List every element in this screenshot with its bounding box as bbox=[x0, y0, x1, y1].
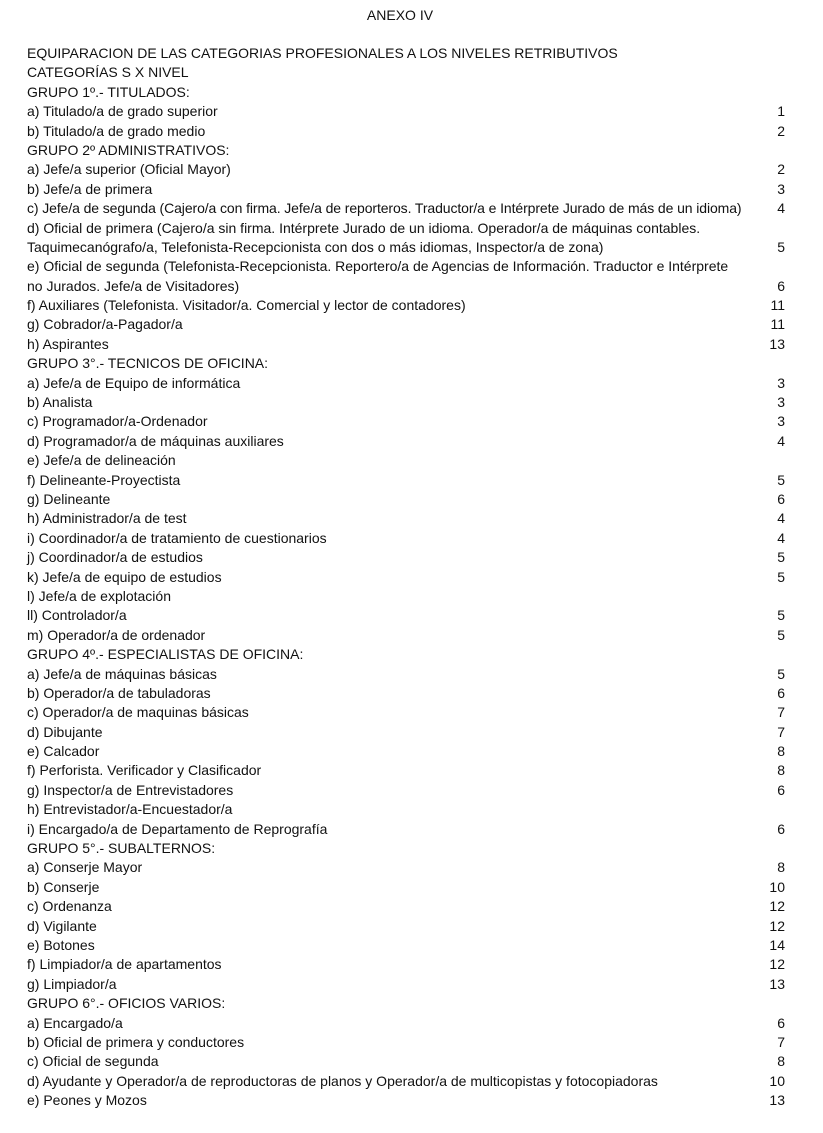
level-value: 3 bbox=[777, 374, 785, 391]
level-value: 13 bbox=[769, 975, 785, 992]
document-content bbox=[27, 44, 785, 1111]
category-name: c) Ordenanza bbox=[27, 898, 112, 915]
group-heading: GRUPO 4º.- ESPECIALISTAS DE OFICINA: bbox=[27, 646, 304, 663]
category-name: e) Oficial de segunda (Telefonista-Recepcionista. Reportero/a de Agencias de Información. Traductor e Intérprete bbox=[27, 258, 729, 275]
level-value: 1 bbox=[777, 103, 785, 120]
level-value: 5 bbox=[777, 238, 785, 255]
group-6 bbox=[27, 994, 785, 1110]
category-name: b) Jefe/a de primera bbox=[27, 180, 153, 197]
group-4 bbox=[27, 645, 785, 839]
level-value: 13 bbox=[769, 335, 785, 352]
category-row bbox=[27, 568, 785, 587]
level-value: 4 bbox=[777, 529, 785, 546]
group-heading: GRUPO 2º ADMINISTRATIVOS: bbox=[27, 141, 230, 158]
category-name: c) Programador/a-Ordenador bbox=[27, 413, 208, 430]
category-row bbox=[27, 1091, 785, 1110]
category-name-continued: Taquimecanógrafo/a, Telefonista-Recepcionista con dos o más idiomas, Inspector/a de zona) bbox=[27, 238, 604, 255]
category-row bbox=[27, 393, 785, 412]
category-row bbox=[27, 451, 785, 470]
category-name: d) Oficial de primera (Cajero/a sin firma. Intérprete Jurado de un idioma. Operador/a de máquinas contables. bbox=[27, 219, 701, 236]
category-name: e) Calcador bbox=[27, 743, 100, 760]
category-row bbox=[27, 490, 785, 509]
group-1 bbox=[27, 83, 785, 141]
category-row bbox=[27, 800, 785, 819]
category-name: a) Jefe/a superior (Oficial Mayor) bbox=[27, 161, 231, 178]
level-value: 11 bbox=[770, 316, 785, 333]
category-row bbox=[27, 897, 785, 916]
category-row bbox=[27, 955, 785, 974]
level-value: 8 bbox=[777, 762, 785, 779]
category-row bbox=[27, 335, 785, 354]
category-name: d) Vigilante bbox=[27, 917, 97, 934]
category-name: d) Programador/a de máquinas auxiliares bbox=[27, 432, 284, 449]
category-name: f) Auxiliares (Telefonista. Visitador/a. Comercial y lector de contadores) bbox=[27, 297, 466, 314]
category-row bbox=[27, 296, 785, 315]
category-row bbox=[27, 122, 785, 141]
level-value: 5 bbox=[777, 549, 785, 566]
level-value: 6 bbox=[777, 781, 785, 798]
category-name: f) Perforista. Verificador y Clasificador bbox=[27, 762, 262, 779]
category-name: c) Jefe/a de segunda (Cajero/a con firma. Jefe/a de reporteros. Traductor/a e Intérprete Jurado de más de un idioma) bbox=[27, 200, 742, 217]
category-row bbox=[27, 936, 785, 955]
category-name: b) Conserje bbox=[27, 878, 100, 895]
category-row bbox=[27, 626, 785, 645]
level-value: 8 bbox=[777, 859, 785, 876]
category-row bbox=[27, 742, 785, 761]
category-row bbox=[27, 316, 785, 335]
category-name: g) Delineante bbox=[27, 491, 111, 507]
category-name: l) Jefe/a de explotación bbox=[27, 587, 171, 604]
category-row bbox=[27, 257, 785, 296]
category-row bbox=[27, 529, 785, 548]
category-name: a) Titulado/a de grado superior bbox=[27, 103, 218, 120]
level-value: 4 bbox=[777, 432, 785, 449]
level-value: 10 bbox=[769, 878, 785, 895]
category-row bbox=[27, 703, 785, 722]
category-name: a) Encargado/a bbox=[27, 1014, 123, 1031]
level-value: 12 bbox=[769, 898, 785, 915]
category-name: i) Encargado/a de Departamento de Reprografía bbox=[27, 820, 328, 837]
category-row bbox=[27, 1072, 785, 1091]
group-heading: GRUPO 6°.- OFICIOS VARIOS: bbox=[27, 995, 226, 1012]
category-name: d) Dibujante bbox=[27, 723, 103, 740]
category-name: b) Titulado/a de grado medio bbox=[27, 122, 206, 139]
category-row bbox=[27, 432, 785, 451]
level-value: 8 bbox=[777, 743, 785, 760]
level-value: 6 bbox=[777, 684, 785, 701]
level-value: 4 bbox=[777, 510, 785, 527]
level-value: 3 bbox=[777, 413, 785, 430]
category-row bbox=[27, 1052, 785, 1071]
category-name: h) Aspirantes bbox=[27, 335, 109, 352]
document-subtitle: CATEGORÍAS S X NIVEL bbox=[27, 64, 189, 81]
category-name: g) Cobrador/a-Pagador/a bbox=[27, 316, 183, 333]
category-row bbox=[27, 160, 785, 179]
category-row bbox=[27, 781, 785, 800]
level-value: 14 bbox=[769, 936, 785, 953]
category-row bbox=[27, 219, 785, 258]
annex-title: ANEXO IV bbox=[366, 7, 434, 23]
category-name: i) Coordinador/a de tratamiento de cuestionarios bbox=[27, 529, 327, 546]
level-value: 6 bbox=[777, 1014, 785, 1031]
group-2 bbox=[27, 141, 785, 354]
category-row bbox=[27, 878, 785, 897]
category-row bbox=[27, 761, 785, 780]
category-row bbox=[27, 1014, 785, 1033]
group-heading: GRUPO 3°.- TECNICOS DE OFICINA: bbox=[27, 355, 269, 372]
level-value: 11 bbox=[770, 297, 785, 314]
category-name: c) Oficial de segunda bbox=[27, 1053, 159, 1070]
category-name: f) Delineante-Proyectista bbox=[27, 471, 181, 488]
level-value: 5 bbox=[777, 607, 785, 624]
category-row bbox=[27, 820, 785, 839]
category-row bbox=[27, 102, 785, 121]
category-row bbox=[27, 1033, 785, 1052]
document-title: EQUIPARACION DE LAS CATEGORIAS PROFESIONALES A LOS NIVELES RETRIBUTIVOS bbox=[27, 44, 618, 61]
category-row bbox=[27, 471, 785, 490]
category-name: a) Conserje Mayor bbox=[27, 859, 143, 876]
level-value: 5 bbox=[777, 568, 785, 585]
category-row bbox=[27, 606, 785, 625]
category-name: g) Inspector/a de Entrevistadores bbox=[27, 781, 234, 798]
level-value: 5 bbox=[777, 471, 785, 488]
category-name: d) Ayudante y Operador/a de reproductoras de planos y Operador/a de multicopistas y fotocopiadoras bbox=[27, 1072, 658, 1089]
group-5 bbox=[27, 839, 785, 994]
level-value: 12 bbox=[769, 917, 785, 934]
level-value: 6 bbox=[777, 491, 785, 507]
category-row bbox=[27, 199, 785, 218]
level-value: 5 bbox=[777, 626, 785, 643]
category-row bbox=[27, 509, 785, 528]
level-value: 7 bbox=[777, 723, 785, 740]
category-name: a) Jefe/a de máquinas básicas bbox=[27, 665, 217, 682]
category-name: e) Peones y Mozos bbox=[27, 1092, 147, 1109]
category-name: b) Analista bbox=[27, 394, 93, 411]
category-name: h) Entrevistador/a-Encuestador/a bbox=[27, 801, 233, 818]
category-row bbox=[27, 548, 785, 567]
group-heading: GRUPO 1º.- TITULADOS: bbox=[27, 83, 190, 100]
level-value: 8 bbox=[777, 1053, 785, 1070]
category-name: h) Administrador/a de test bbox=[27, 510, 187, 527]
category-row bbox=[27, 917, 785, 936]
group-3 bbox=[27, 354, 785, 645]
category-name: ll) Controlador/a bbox=[27, 607, 127, 624]
level-value: 13 bbox=[769, 1092, 785, 1109]
level-value: 6 bbox=[777, 820, 785, 837]
category-name: e) Jefe/a de delineación bbox=[27, 452, 176, 469]
groups-list bbox=[27, 83, 785, 1111]
category-row bbox=[27, 975, 785, 994]
category-row bbox=[27, 723, 785, 742]
category-row bbox=[27, 665, 785, 684]
category-name-continued: no Jurados. Jefe/a de Visitadores) bbox=[27, 277, 240, 294]
level-value: 12 bbox=[769, 956, 785, 973]
level-value: 7 bbox=[777, 1033, 785, 1050]
category-row bbox=[27, 374, 785, 393]
category-name: f) Limpiador/a de apartamentos bbox=[27, 956, 222, 973]
category-name: c) Operador/a de maquinas básicas bbox=[27, 704, 249, 721]
category-row bbox=[27, 180, 785, 199]
category-row bbox=[27, 858, 785, 877]
level-value: 2 bbox=[777, 161, 785, 178]
category-row bbox=[27, 684, 785, 703]
category-name: k) Jefe/a de equipo de estudios bbox=[27, 568, 222, 585]
category-name: a) Jefe/a de Equipo de informática bbox=[27, 374, 241, 391]
category-name: j) Coordinador/a de estudios bbox=[27, 549, 203, 566]
level-value: 4 bbox=[777, 200, 785, 217]
level-value: 10 bbox=[769, 1072, 785, 1089]
category-row bbox=[27, 587, 785, 606]
level-value: 7 bbox=[777, 704, 785, 721]
category-name: g) Limpiador/a bbox=[27, 975, 117, 992]
level-value: 2 bbox=[777, 122, 785, 139]
category-name: m) Operador/a de ordenador bbox=[27, 626, 206, 643]
level-value: 6 bbox=[777, 277, 785, 294]
group-heading: GRUPO 5°.- SUBALTERNOS: bbox=[27, 840, 216, 857]
category-name: b) Oficial de primera y conductores bbox=[27, 1033, 245, 1050]
level-value: 5 bbox=[777, 665, 785, 682]
category-row bbox=[27, 412, 785, 431]
category-name: e) Botones bbox=[27, 936, 95, 953]
level-value: 3 bbox=[777, 394, 785, 411]
level-value: 3 bbox=[777, 180, 785, 197]
category-name: b) Operador/a de tabuladoras bbox=[27, 684, 211, 701]
